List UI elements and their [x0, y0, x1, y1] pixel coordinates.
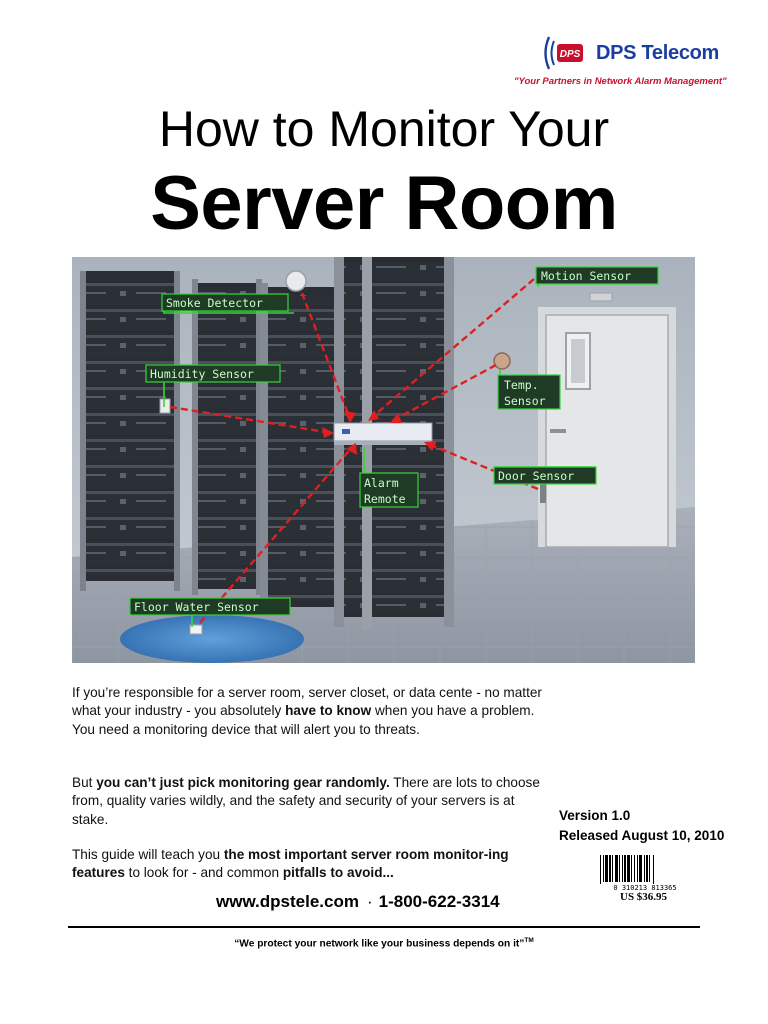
p2-text-a: But	[72, 775, 97, 790]
svg-text:Smoke Detector: Smoke Detector	[166, 296, 263, 310]
p1-bold: have to know	[285, 703, 372, 719]
svg-text:Floor Water Sensor: Floor Water Sensor	[134, 600, 259, 614]
footer-rule	[68, 926, 700, 928]
logo-name: DPS Telecom	[596, 42, 720, 64]
barcode-bar	[639, 855, 642, 882]
svg-text:Remote: Remote	[364, 492, 406, 506]
logo-tagline: "Your Partners in Network Alarm Management"	[514, 76, 727, 87]
p2-bold: you can’t just pick monitoring gear randomly.	[96, 775, 390, 790]
barcode-bar	[619, 855, 620, 882]
contact-line	[216, 892, 500, 912]
label-alarm-remote	[360, 473, 418, 507]
svg-text:Alarm: Alarm	[364, 476, 399, 490]
door-sensor-device	[540, 483, 546, 503]
barcode-bar	[624, 855, 626, 882]
barcode-bar	[631, 855, 632, 882]
dps-logo-mark-icon	[540, 34, 592, 72]
version-number: Version 1.0	[559, 808, 631, 823]
dps-telecom-logo	[514, 32, 740, 92]
server-rack-left	[80, 271, 180, 591]
server-room-illustration	[72, 257, 695, 663]
barcode-bar	[605, 855, 608, 882]
title-line-2: Server Room	[150, 161, 618, 246]
svg-text:Humidity Sensor: Humidity Sensor	[150, 367, 254, 381]
barcode-bar	[609, 855, 611, 882]
humidity-sensor-device	[160, 399, 170, 413]
slogan-text: “We protect your network like your business depends on it”	[234, 938, 525, 950]
barcode-bar	[634, 855, 635, 882]
website-link[interactable]: www.dpstele.com	[216, 892, 359, 911]
p3-bold-pitfalls: pitfalls to avoid...	[282, 865, 394, 881]
version-info	[559, 806, 724, 846]
intro-paragraph	[72, 684, 544, 739]
p3-text-c: to look for - and common	[124, 865, 283, 881]
label-smoke-detector	[162, 294, 288, 311]
label-door-sensor	[494, 467, 596, 484]
barcode-bar	[603, 855, 604, 882]
label-temp-sensor	[498, 375, 560, 409]
p2-text-c: There are lots to choose from, quality varies wildly, and the safety and security of your servers is at stake.	[72, 775, 540, 827]
label-floor-water-sensor	[130, 598, 290, 615]
third-paragraph	[72, 846, 544, 883]
barcode-bar	[646, 855, 648, 882]
water-puddle	[120, 615, 304, 663]
svg-text:Temp.: Temp.	[504, 378, 539, 392]
label-motion-sensor	[536, 267, 658, 284]
barcode-bar	[622, 855, 623, 882]
barcode-bar	[649, 855, 650, 882]
barcode-bar	[644, 855, 645, 882]
barcode-bar	[600, 855, 601, 884]
barcode-bar	[612, 855, 613, 882]
barcode-bar	[615, 855, 618, 882]
smoke-detector-device	[286, 271, 306, 291]
temp-sensor-device	[494, 353, 510, 369]
contact-separator: ·	[366, 892, 373, 911]
phone-number[interactable]: 1-800-622-3314	[378, 892, 500, 911]
p3-bold-features: the most important server room monitor-ing features	[72, 847, 509, 881]
p3-text-a: This guide will teach you	[72, 847, 224, 862]
logo-mark-text: DPS	[559, 49, 581, 60]
title-line-1: How to Monitor Your	[158, 101, 610, 157]
p1-text-a: If you’re responsible for a server room, server closet, or data cente - no matter what your industry - you absolutely	[72, 685, 542, 719]
barcode-digits: 0 310213 813365	[613, 884, 677, 892]
price: US $36.95	[620, 891, 668, 903]
label-humidity-sensor	[146, 365, 280, 382]
barcode-icon	[594, 853, 696, 893]
svg-text:Sensor: Sensor	[504, 394, 546, 408]
alarm-remote-device	[334, 423, 432, 445]
p1-text-c: when you have a problem. You need a monitoring device that will alert you to threats.	[72, 703, 535, 737]
door	[538, 293, 676, 547]
server-rack-second	[192, 279, 262, 595]
second-paragraph	[72, 774, 544, 829]
release-date: Released August 10, 2010	[559, 828, 725, 843]
barcode-bar	[653, 855, 654, 884]
svg-text:Motion Sensor: Motion Sensor	[541, 269, 632, 283]
footer-slogan	[0, 937, 768, 949]
trademark-mark: TM	[524, 937, 534, 944]
svg-text:Door Sensor: Door Sensor	[498, 469, 575, 483]
barcode-bar	[627, 855, 630, 882]
barcode-bar	[637, 855, 638, 882]
